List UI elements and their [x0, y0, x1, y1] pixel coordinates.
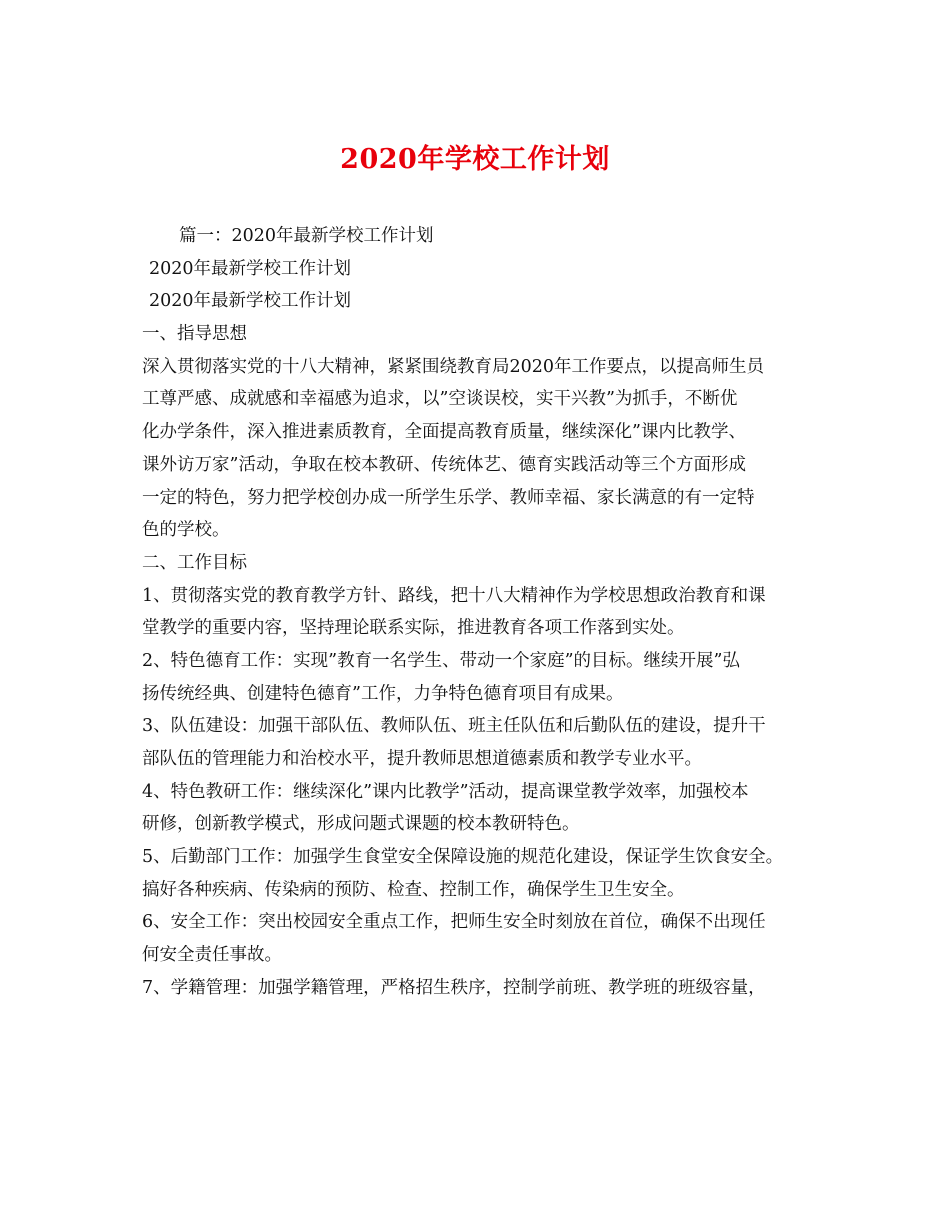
document-title: 2020年学校工作计划	[340, 144, 610, 175]
text-line: 扬传统经典、创建特色德育”工作，力争特色德育项目有成果。	[142, 683, 624, 704]
text-line: 一定的特色，努力把学校创办成一所学生乐学、教师幸福、家长满意的有一定特	[142, 487, 755, 508]
text-line: 搞好各种疾病、传染病的预防、检查、控制工作，确保学生卫生安全。	[142, 879, 685, 900]
text-line: 堂教学的重要内容，坚持理论联系实际，推进教育各项工作落到实处。	[142, 618, 685, 639]
text-line: 部队伍的管理能力和治校水平，提升教师思想道德素质和教学专业水平。	[142, 749, 702, 769]
text-line: 7、学籍管理：加强学籍管理，严格招生秩序，控制学前班、教学班的班级容量，	[142, 977, 766, 998]
text-line: 课外访万家”活动，争取在校本教研、传统体艺、德育实践活动等三个方面形成	[142, 454, 746, 475]
section-heading: 二、工作目标	[142, 552, 247, 573]
document-body	[142, 220, 832, 1005]
text-line: 2、特色德育工作：实现”教育一名学生、带动一个家庭”的目标。继续开展”弘	[142, 650, 740, 671]
text-line: 3、队伍建设：加强干部队伍、教师队伍、班主任队伍和后勤队伍的建设，提升干	[142, 716, 766, 737]
text-line: 色的学校。	[142, 520, 230, 541]
text-line: 4、特色教研工作：继续深化”课内比教学”活动，提高课堂教学效率，加强校本	[142, 781, 749, 802]
text-line: 化办学条件，深入推进素质教育，全面提高教育质量，继续深化”课内比教学、	[142, 422, 746, 443]
text-line: 研修，创新教学模式，形成问题式课题的校本教研特色。	[142, 814, 580, 835]
text-line: 5、后勤部门工作：加强学生食堂安全保障设施的规范化建设，保证学生饮食安全。	[142, 847, 784, 868]
section-heading: 一、指导思想	[142, 324, 247, 345]
text-line: 2020年最新学校工作计划	[149, 258, 352, 279]
text-line: 2020年最新学校工作计划	[149, 291, 352, 312]
text-line: 6、安全工作：突出校园安全重点工作，把师生安全时刻放在首位，确保不出现任	[142, 912, 766, 933]
text-line: 篇一：2020年最新学校工作计划	[179, 226, 434, 246]
text-line: 工尊严感、成就感和幸福感为追求，以”空谈误校，实干兴教”为抓手，不断优	[142, 389, 738, 410]
text-line: 何安全责任事故。	[142, 945, 282, 966]
text-line: 深入贯彻落实党的十八大精神，紧紧围绕教育局2020年工作要点，以提高师生员	[142, 356, 765, 377]
text-line: 1、贯彻落实党的教育教学方针、路线，把十八大精神作为学校思想政治教育和课	[142, 585, 766, 606]
